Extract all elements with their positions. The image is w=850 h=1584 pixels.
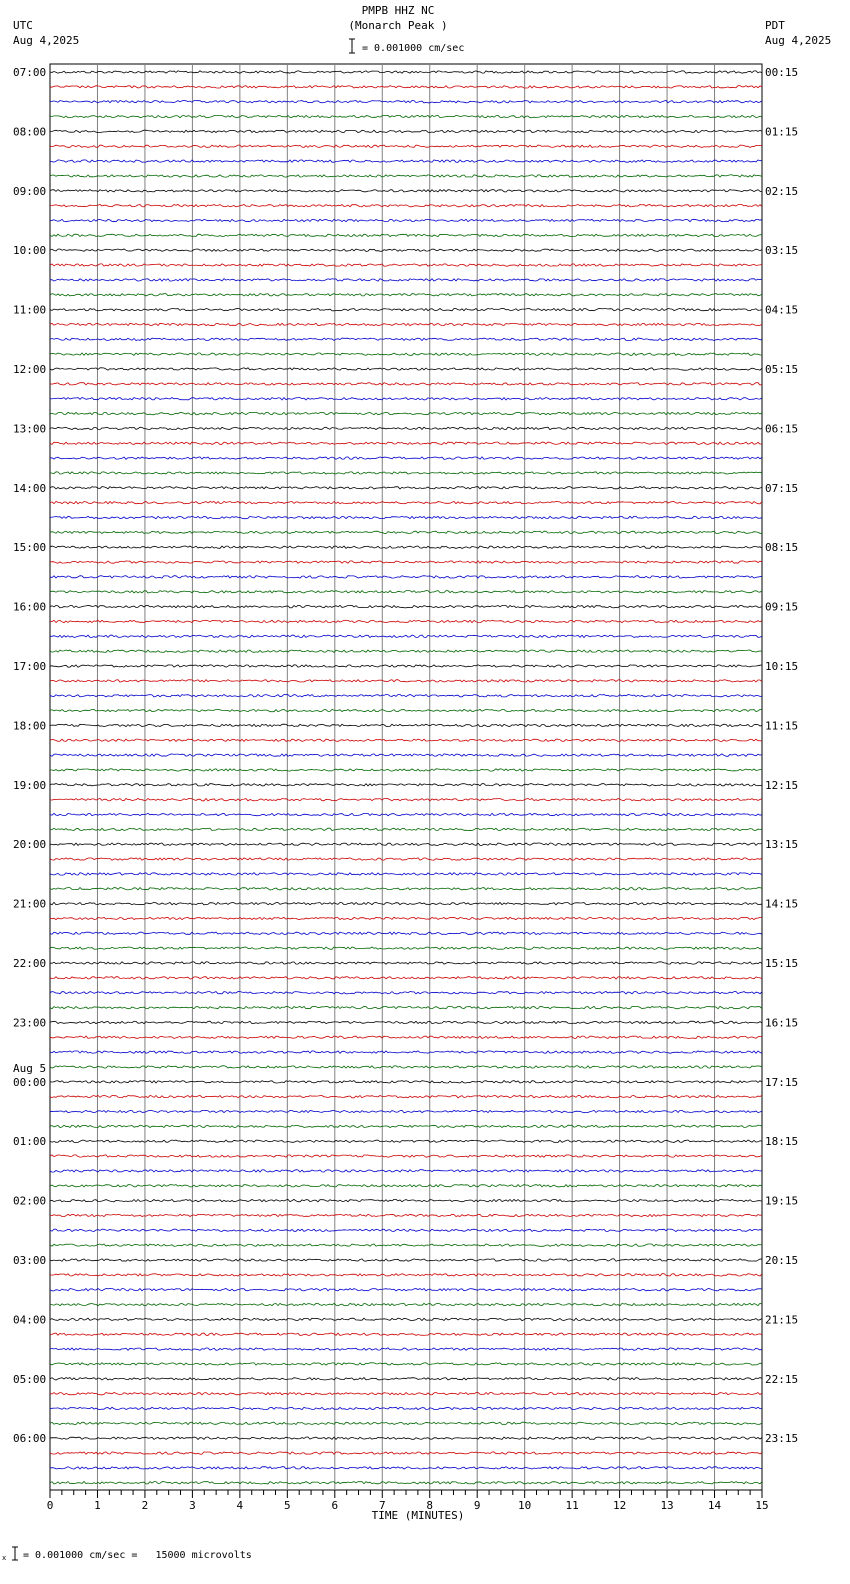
- seismic-trace: [50, 412, 762, 414]
- seismic-trace: [50, 1378, 762, 1380]
- utc-hour-label: 19:00: [13, 778, 47, 792]
- seismic-trace: [50, 977, 762, 979]
- seismic-trace: [50, 1155, 762, 1157]
- utc-hour-label: 16:00: [13, 600, 47, 614]
- pdt-hour-label: 20:15: [765, 1254, 799, 1267]
- utc-hour-label: 22:00: [13, 957, 47, 970]
- x-tick-label: 6: [331, 1499, 339, 1512]
- seismic-trace: [50, 680, 762, 682]
- seismic-trace: [50, 1422, 762, 1424]
- pdt-hour-label: 18:15: [765, 1135, 799, 1149]
- seismic-trace: [50, 1274, 762, 1276]
- pdt-hour-label: 22:15: [765, 1372, 799, 1386]
- pdt-hour-label: 08:15: [765, 541, 799, 555]
- pdt-hour-label: 23:15: [765, 1432, 799, 1446]
- seismic-trace: [50, 190, 762, 192]
- utc-hour-label: 14:00: [13, 481, 47, 495]
- pdt-hour-label: 02:15: [765, 184, 799, 198]
- pdt-hour-label: 04:15: [765, 303, 799, 317]
- utc-hour-label: 09:00: [13, 184, 47, 198]
- utc-hour-label: 20:00: [13, 838, 47, 852]
- station-location: (Monarch Peak ): [348, 19, 448, 32]
- seismic-trace: [50, 724, 762, 726]
- seismic-trace: [50, 1125, 762, 1127]
- date-change-label: Aug 5: [13, 1061, 47, 1075]
- seismic-trace: [50, 799, 762, 801]
- seismic-trace: [50, 620, 762, 622]
- x-tick-label: 14: [707, 1499, 722, 1512]
- x-tick-label: 10: [518, 1499, 532, 1512]
- seismic-trace: [50, 1170, 762, 1172]
- seismic-trace: [50, 472, 762, 474]
- utc-hour-label: 17:00: [13, 660, 47, 673]
- seismic-trace: [50, 1066, 762, 1068]
- seismic-trace: [50, 368, 762, 370]
- seismic-trace: [50, 457, 762, 459]
- seismic-trace: [50, 1006, 762, 1008]
- seismic-trace: [50, 1185, 762, 1187]
- x-tick-label: 8: [426, 1499, 434, 1512]
- pdt-hour-label: 07:15: [765, 481, 799, 495]
- utc-hour-label: 18:00: [13, 719, 47, 733]
- seismic-trace: [50, 546, 762, 548]
- seismic-trace: [50, 71, 762, 73]
- seismic-trace: [50, 1318, 762, 1320]
- seismic-trace: [50, 561, 762, 563]
- footer-scale-label: = 0.001000 cm/sec = 15000 microvolts: [23, 1550, 252, 1561]
- x-tick-label: 12: [612, 1499, 627, 1512]
- seismic-trace: [50, 279, 762, 281]
- plot-frame: [50, 64, 762, 1490]
- seismic-trace: [50, 1259, 762, 1261]
- seismic-trace: [50, 1081, 762, 1083]
- seismic-trace: [50, 828, 762, 830]
- x-tick-label: 7: [378, 1499, 386, 1512]
- station-title: PMPB HHZ NC: [361, 4, 435, 17]
- utc-hour-label: 03:00: [13, 1254, 47, 1267]
- pdt-hour-label: 21:15: [765, 1313, 799, 1327]
- seismic-trace: [50, 873, 762, 875]
- seismic-trace: [50, 1244, 762, 1246]
- seismic-trace: [50, 932, 762, 934]
- seismic-trace: [50, 1140, 762, 1142]
- seismic-trace: [50, 442, 762, 444]
- x-tick-label: 5: [284, 1499, 291, 1512]
- seismic-trace: [50, 101, 762, 103]
- seismic-trace: [50, 516, 762, 518]
- seismic-trace: [50, 739, 762, 741]
- pdt-hour-label: 14:15: [765, 897, 799, 911]
- seismic-trace: [50, 858, 762, 860]
- seismic-trace: [50, 294, 762, 296]
- seismic-trace: [50, 1303, 762, 1305]
- seismic-trace: [50, 338, 762, 340]
- seismic-trace: [50, 902, 762, 904]
- x-tick-label: 0: [46, 1499, 54, 1512]
- seismic-trace: [50, 605, 762, 607]
- utc-hour-label: 05:00: [13, 1372, 47, 1386]
- seismic-trace: [50, 947, 762, 949]
- seismic-trace: [50, 502, 762, 504]
- pdt-hour-label: 01:15: [765, 125, 799, 139]
- seismic-trace: [50, 576, 762, 578]
- seismic-trace: [50, 992, 762, 994]
- seismic-trace: [50, 591, 762, 593]
- pdt-hour-label: 17:15: [765, 1075, 799, 1089]
- svg-text:x: x: [2, 1554, 7, 1562]
- seismic-trace: [50, 86, 762, 88]
- utc-hour-label: 15:00: [13, 541, 47, 555]
- seismic-trace: [50, 353, 762, 355]
- pdt-hour-label: 06:15: [765, 422, 799, 436]
- seismic-trace: [50, 205, 762, 207]
- seismic-trace: [50, 160, 762, 162]
- pdt-hour-label: 19:15: [765, 1194, 799, 1208]
- utc-hour-label: 06:00: [13, 1432, 47, 1446]
- pdt-hour-label: 13:15: [765, 838, 799, 852]
- seismic-trace: [50, 308, 762, 310]
- pdt-hour-label: 05:15: [765, 363, 799, 376]
- seismic-trace: [50, 650, 762, 652]
- seismic-trace: [50, 398, 762, 400]
- left-date: Aug 4,2025: [13, 34, 80, 47]
- utc-hour-label: 08:00: [13, 125, 47, 139]
- x-tick-label: 2: [141, 1499, 149, 1512]
- seismic-trace: [50, 1482, 762, 1484]
- seismic-trace: [50, 769, 762, 771]
- seismic-trace: [50, 115, 762, 117]
- left-timezone: UTC: [13, 19, 33, 32]
- seismic-trace: [50, 487, 762, 489]
- right-timezone: PDT: [765, 19, 785, 32]
- utc-hour-label: 02:00: [13, 1194, 47, 1208]
- x-tick-label: 4: [236, 1499, 244, 1512]
- seismic-trace: [50, 531, 762, 533]
- seismic-trace: [50, 1021, 762, 1023]
- seismic-trace: [50, 1110, 762, 1112]
- seismic-trace: [50, 1036, 762, 1038]
- seismic-trace: [50, 1393, 762, 1395]
- seismic-trace: [50, 249, 762, 251]
- seismic-trace: [50, 1407, 762, 1409]
- x-tick-label: 9: [473, 1499, 481, 1512]
- seismic-trace: [50, 264, 762, 266]
- pdt-hour-label: 11:15: [765, 719, 799, 733]
- seismic-trace: [50, 917, 762, 919]
- seismic-trace: [50, 843, 762, 845]
- seismic-trace: [50, 130, 762, 132]
- seismic-trace: [50, 383, 762, 385]
- pdt-hour-label: 15:15: [765, 957, 799, 970]
- utc-hour-label: 11:00: [13, 303, 47, 317]
- utc-hour-label: 12:00: [13, 363, 47, 376]
- utc-hour-label: 00:00: [13, 1075, 47, 1089]
- seismic-trace: [50, 695, 762, 697]
- pdt-hour-label: 00:15: [765, 66, 799, 79]
- pdt-hour-label: 12:15: [765, 778, 799, 792]
- seismic-trace: [50, 1229, 762, 1231]
- seismic-trace: [50, 813, 762, 815]
- seismic-trace: [50, 1437, 762, 1439]
- utc-hour-label: 23:00: [13, 1016, 47, 1030]
- seismic-trace: [50, 1051, 762, 1053]
- seismic-trace: [50, 1199, 762, 1201]
- seismic-trace: [50, 784, 762, 786]
- seismic-trace: [50, 635, 762, 637]
- seismic-trace: [50, 219, 762, 221]
- seismic-trace: [50, 145, 762, 147]
- x-axis-title: TIME (MINUTES): [371, 1509, 465, 1522]
- utc-hour-label: 13:00: [13, 422, 47, 436]
- seismic-trace: [50, 754, 762, 756]
- utc-hour-label: 07:00: [13, 66, 47, 79]
- seismic-trace: [50, 1348, 762, 1350]
- scale-label: = 0.001000 cm/sec: [362, 43, 465, 54]
- seismic-trace: [50, 1363, 762, 1365]
- pdt-hour-label: 03:15: [765, 244, 799, 258]
- seismic-trace: [50, 665, 762, 667]
- seismic-trace: [50, 888, 762, 890]
- x-tick-label: 3: [189, 1499, 196, 1512]
- seismic-trace: [50, 1096, 762, 1098]
- right-date: Aug 4,2025: [765, 34, 832, 47]
- seismic-trace: [50, 1467, 762, 1469]
- seismic-trace: [50, 709, 762, 711]
- pdt-hour-label: 10:15: [765, 660, 799, 673]
- pdt-hour-label: 09:15: [765, 600, 799, 614]
- seismic-trace: [50, 427, 762, 429]
- footer-scale-icon: [2, 1545, 22, 1563]
- utc-hour-label: 21:00: [13, 897, 47, 911]
- seismic-trace: [50, 1289, 762, 1291]
- seismic-trace: [50, 234, 762, 236]
- pdt-hour-label: 16:15: [765, 1016, 799, 1030]
- seismic-trace: [50, 1452, 762, 1454]
- seismic-trace: [50, 323, 762, 325]
- scale-bar-icon: [347, 38, 357, 56]
- utc-hour-label: 10:00: [13, 244, 47, 258]
- seismic-trace: [50, 175, 762, 177]
- utc-hour-label: 01:00: [13, 1135, 47, 1149]
- seismic-trace: [50, 1333, 762, 1335]
- utc-hour-label: 04:00: [13, 1313, 47, 1327]
- x-tick-label: 1: [94, 1499, 101, 1512]
- seismic-trace: [50, 962, 762, 964]
- x-tick-label: 11: [565, 1499, 579, 1512]
- seismic-trace: [50, 1214, 762, 1216]
- x-tick-label: 15: [755, 1499, 769, 1512]
- x-tick-label: 13: [660, 1499, 674, 1512]
